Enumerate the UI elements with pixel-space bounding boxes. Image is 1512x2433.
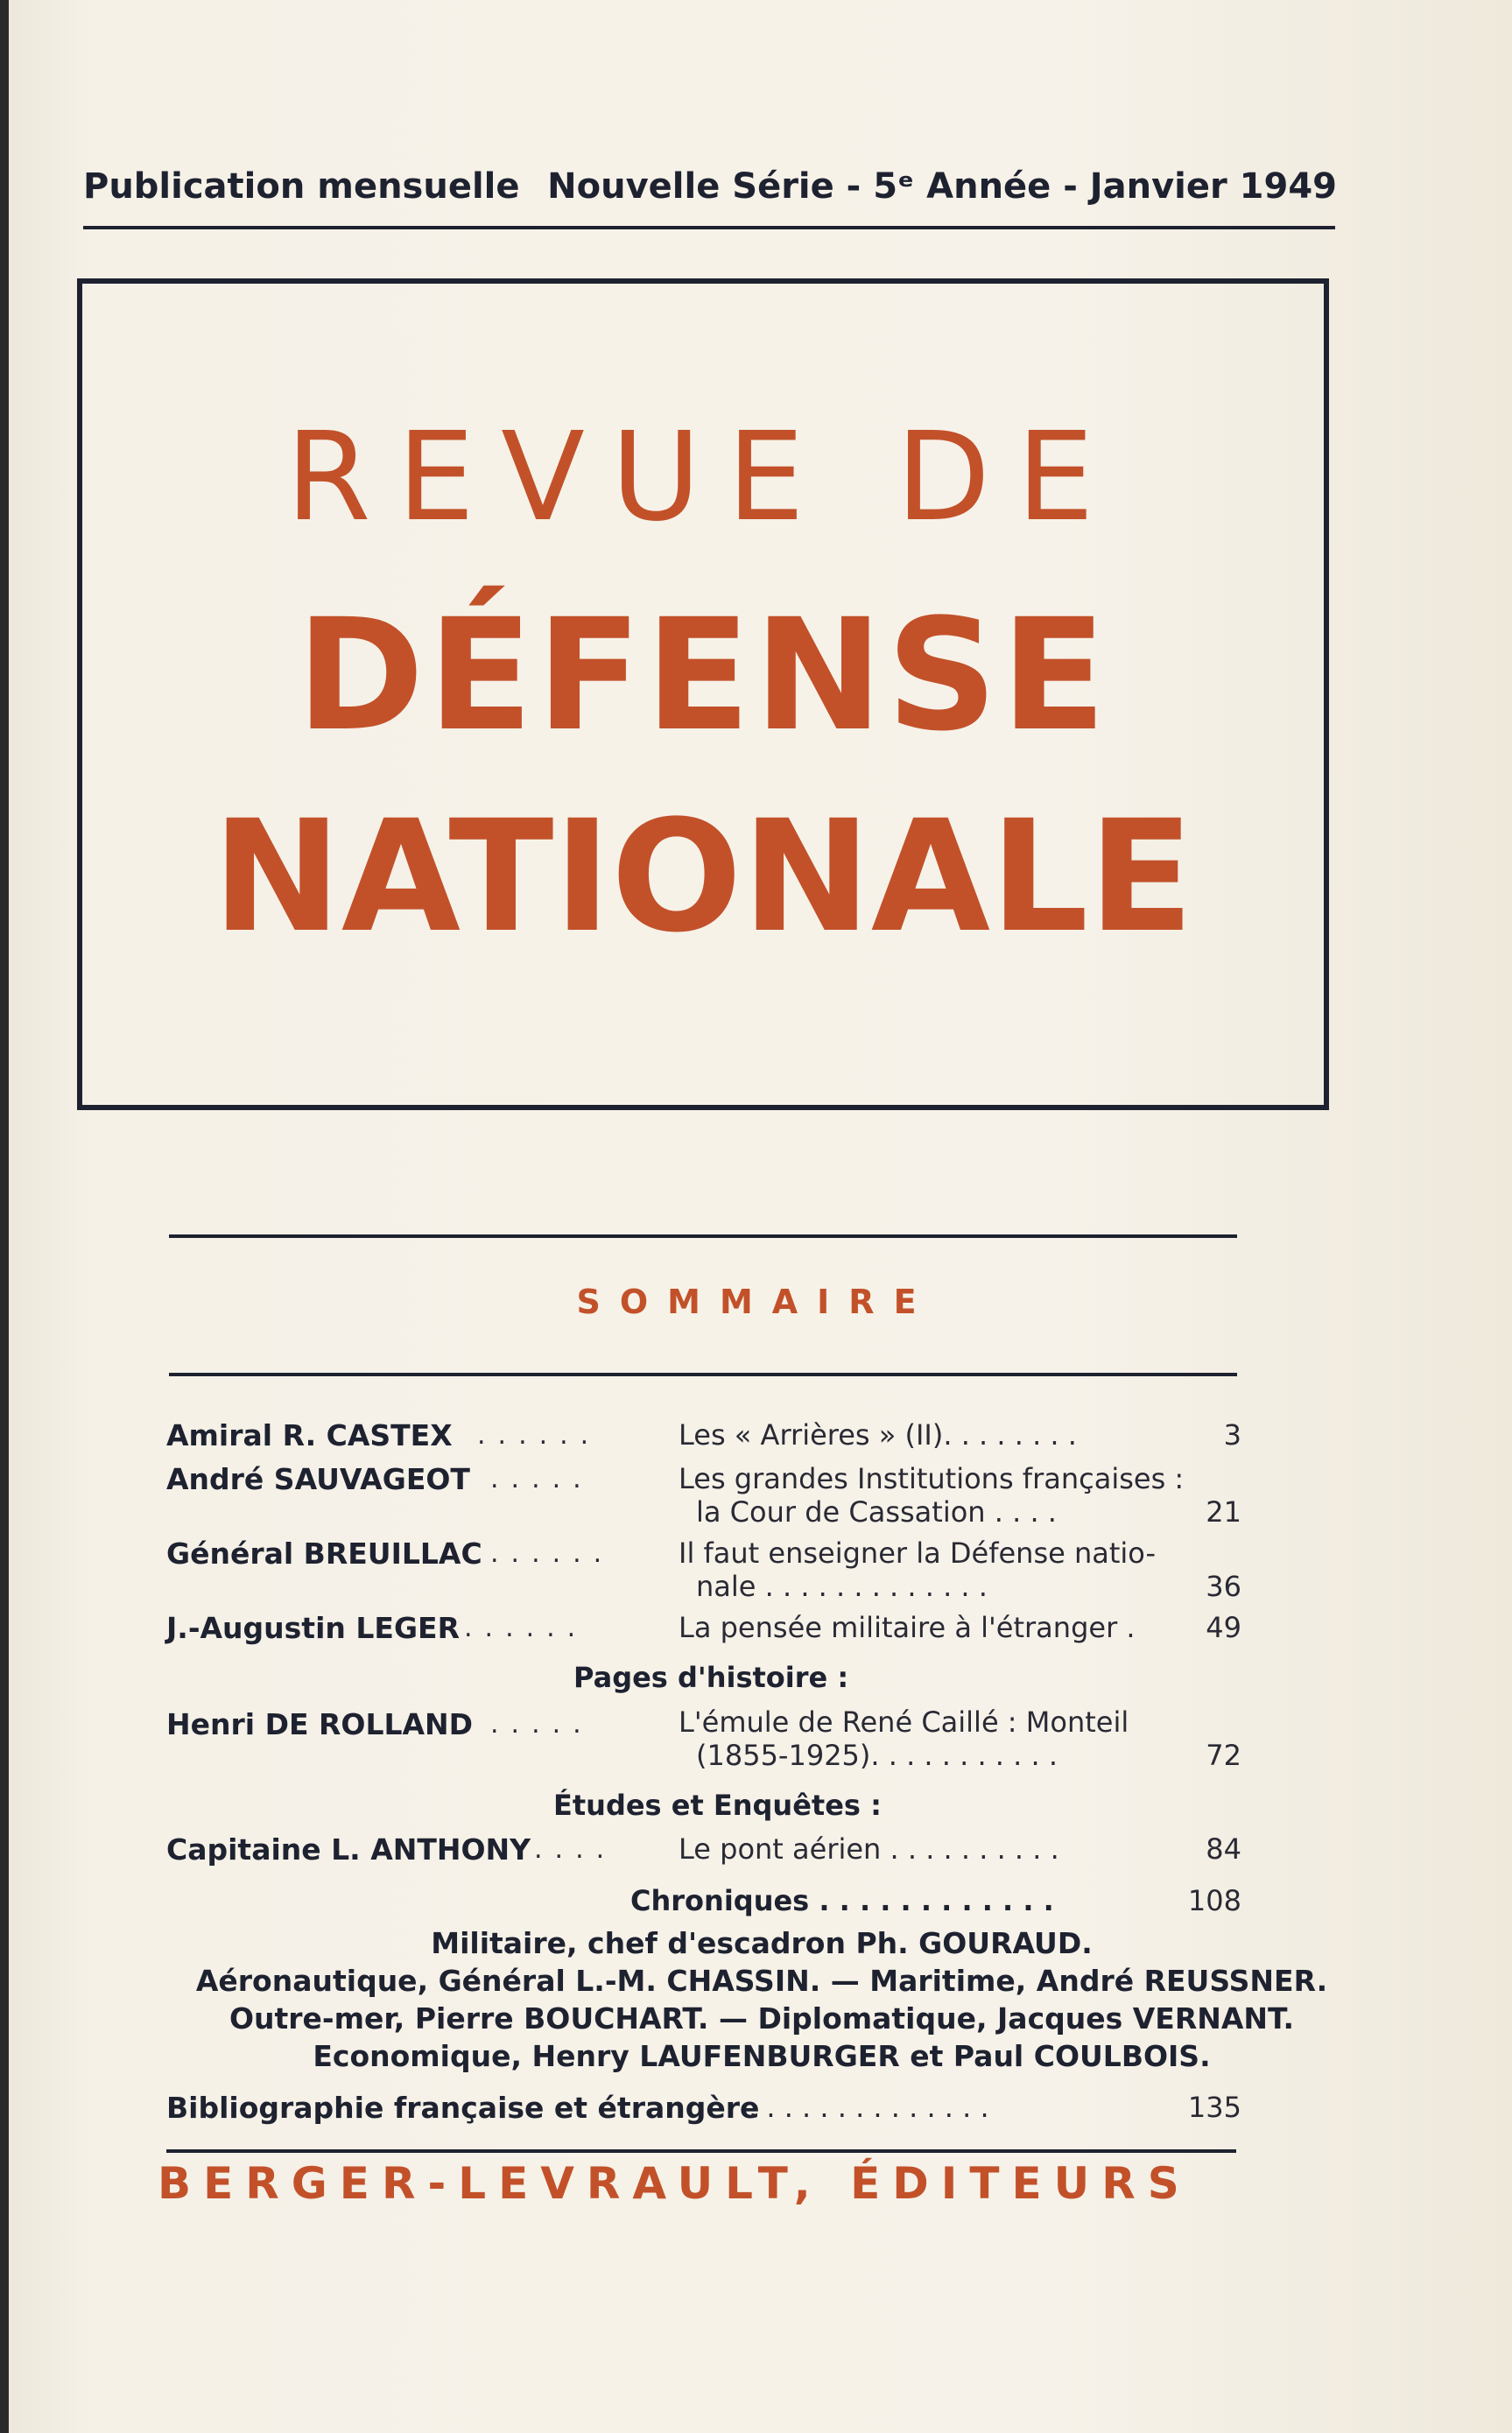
toc-title-cont: (1855-1925). . . . . . . . . . . [696, 1739, 1058, 1772]
title-line-1: REVUE DE [285, 406, 1121, 549]
toc-author: Général BREUILLAC [166, 1536, 482, 1571]
issue-info: Nouvelle Série - 5ᵉ Année - Janvier 1949 [547, 166, 1337, 207]
bibliographie-leader: . . . . . . . . . . . . . . [749, 2091, 989, 2124]
section-heading-histoire: Pages d'histoire : [573, 1661, 849, 1694]
toc-title: La pensée militaire à l'étranger . [679, 1611, 1136, 1644]
toc-page: 36 [1206, 1570, 1241, 1603]
toc-page: 21 [1206, 1495, 1241, 1529]
sommaire-top-rule [169, 1234, 1237, 1238]
title-line-3: NATIONALE [212, 787, 1194, 967]
chroniques-line: Economique, Henry LAUFENBURGER et Paul COULBOIS. [313, 2039, 1211, 2073]
title-line-2: DÉFENSE [296, 586, 1110, 765]
chroniques-line: Aéronautique, Général L.-M. CHASSIN. — Maritime, André REUSSNER. [195, 1964, 1328, 1998]
publication-frequency: Publication mensuelle [83, 166, 520, 207]
toc-author: Capitaine L. ANTHONY [166, 1832, 531, 1867]
toc-title-cont: nale . . . . . . . . . . . . . [696, 1570, 988, 1603]
toc-page: 3 [1223, 1418, 1241, 1452]
sommaire-bottom-rule [169, 1373, 1237, 1376]
chroniques-heading: Chroniques . . . . . . . . . . . . [630, 1884, 1054, 1917]
bibliographie-label: Bibliographie française et étrangère [166, 2091, 760, 2125]
toc-leader: ..... [490, 1709, 594, 1740]
toc-author: Henri DE ROLLAND [166, 1707, 474, 1741]
toc-author: Amiral R. CASTEX [166, 1418, 453, 1452]
toc-title: L'émule de René Caillé : Monteil [679, 1705, 1129, 1739]
bibliographie-page: 135 [1187, 2091, 1241, 2124]
publisher-footer: BERGER-LEVRAULT, ÉDITEURS [158, 2158, 1192, 2209]
chroniques-line: Militaire, chef d'escadron Ph. GOURAUD. [431, 1926, 1093, 1960]
page-edge [0, 0, 9, 2433]
toc-leader: ...... [490, 1538, 615, 1569]
toc-leader: ..... [490, 1464, 594, 1494]
toc-title: Le pont aérien . . . . . . . . . . [679, 1832, 1059, 1866]
toc-page: 72 [1206, 1739, 1241, 1772]
toc-title: Les grandes Institutions françaises : [679, 1462, 1185, 1495]
section-heading-etudes: Études et Enquêtes : [553, 1789, 882, 1822]
footer-rule [166, 2149, 1236, 2153]
chroniques-page: 108 [1187, 1884, 1241, 1917]
chroniques-line: Outre-mer, Pierre BOUCHART. — Diplomatique, Jacques VERNANT. [229, 2001, 1295, 2036]
toc-author: André SAUVAGEOT [166, 1462, 470, 1496]
sommaire-heading: SOMMAIRE [576, 1283, 936, 1321]
toc-title: Il faut enseigner la Défense natio- [679, 1536, 1157, 1570]
toc-title-cont: la Cour de Cassation . . . . [696, 1495, 1057, 1529]
header-rule [83, 226, 1335, 229]
toc-leader: ...... [464, 1613, 588, 1643]
toc-page: 49 [1206, 1611, 1241, 1644]
toc-leader: .... [534, 1834, 617, 1865]
toc-page: 84 [1206, 1832, 1241, 1866]
title-frame [77, 278, 1329, 1110]
toc-author: J.-Augustin LEGER [166, 1611, 460, 1645]
toc-title: Les « Arrières » (II). . . . . . . . [679, 1418, 1077, 1452]
toc-leader: ...... [477, 1420, 601, 1451]
